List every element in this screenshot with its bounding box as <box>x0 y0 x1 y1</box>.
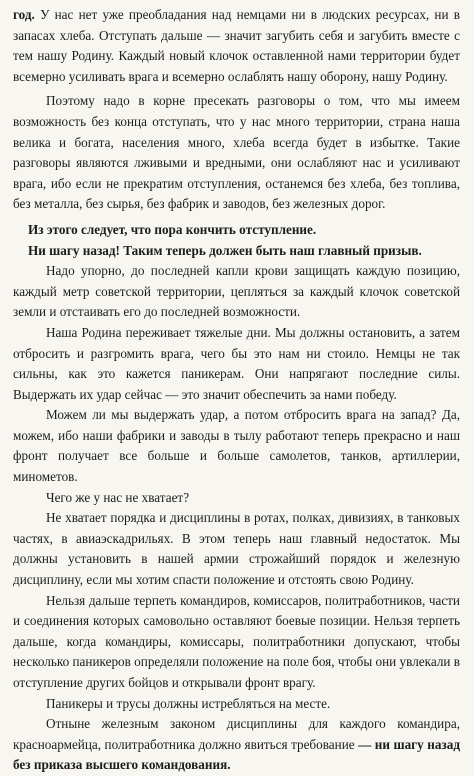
paragraph-question: Чего же у нас не хватает? <box>46 489 190 505</box>
paragraph-hard-days: Наша Родина переживает тяжелые дни. Мы должны остановить, а затем отбросить и разгромить врага, чего бы это нам ни стоило. Немцы не так сильны, как это кажется паникерам. Они напрягают последние силы. Выдержать их удар сейчас — это значит обеспечить за нами победу. <box>13 324 460 402</box>
paragraph-lack-of-discipline: Не хватает порядка и дисциплины в ротах, полках, дивизиях, в танковых частях, в авиаэскадрильях. В этом теперь наш главный недостаток. Мы должны установить в нашей армии строжайший порядок и железную дисциплину, если мы хотим спасти положение и отстоять свою Родину. <box>13 510 460 588</box>
paragraph-lead-bold: год. <box>13 7 35 22</box>
paragraph-text: Отныне железным законом дисциплины для каждого командира, красноармейца, политработника должно явиться требование <box>13 716 460 752</box>
heading-conclusion: Из этого следует, что пора кончить отступление. <box>28 221 317 237</box>
paragraph-defend-positions: Надо упорно, до последней капли крови защищать каждую позицию, каждый метр советской территории, цепляться за каждый клочок советской земли и отстаивать его до последней возможности. <box>13 263 460 320</box>
paragraph-talks-of-retreat: Поэтому надо в корне пресекать разговоры о том, что мы имеем возможность без конца отступать, что у нас много территории, страна наша велика и богата, населения много, хлеба всегда будет в избытке. Такие разговоры являются лживыми и вредными, они ослабляют нас и усиливают врага, ибо если не прекратим отступления, останемся без хлеба, без топлива, без металла, без сырья, без фабрик и заводов, без железных дорог. <box>13 93 460 212</box>
paragraph-can-we-withstand: Можем ли мы выдержать удар, а потом отбросить врага на запад? Да, можем, ибо наши фабрики и заводы в тылу работают теперь прекрасно и наш фронт получает все больше и больше самолетов, танков, артиллерии, минометов. <box>13 407 460 485</box>
paragraph-tail-bold: — ни шагу назад без приказа высшего командования. <box>13 736 460 773</box>
paragraph-continuation <box>13 5 460 87</box>
heading-main-call: Ни шагу назад! Таким теперь должен быть наш главный призыв. <box>28 242 422 258</box>
paragraph-text: У нас нет уже преобладания над немцами ни в людских ресурсах, ни в запасах хлеба. Отступать дальше — значит загубить себя и загубить вместе с тем нашу Родину. Каждый новый клочок оставленной нами территории будет всемерно усиливать врага и всемерно ослаблять нашу оборону, нашу Родину. <box>13 7 460 84</box>
paragraph-iron-law <box>13 714 460 776</box>
paragraph-commanders: Нельзя дальше терпеть командиров, комиссаров, политработников, части и соединения которых самовольно оставляют боевые позиции. Нельзя терпеть дальше, когда командиры, комиссары, политработники допускают, чтобы несколько паникеров определяли положение на поле боя, чтобы они увлекали в отступление других бойцов и открывали фронт врагу. <box>13 592 460 690</box>
paragraph-panickers: Паникеры и трусы должны истребляться на месте. <box>46 695 331 711</box>
